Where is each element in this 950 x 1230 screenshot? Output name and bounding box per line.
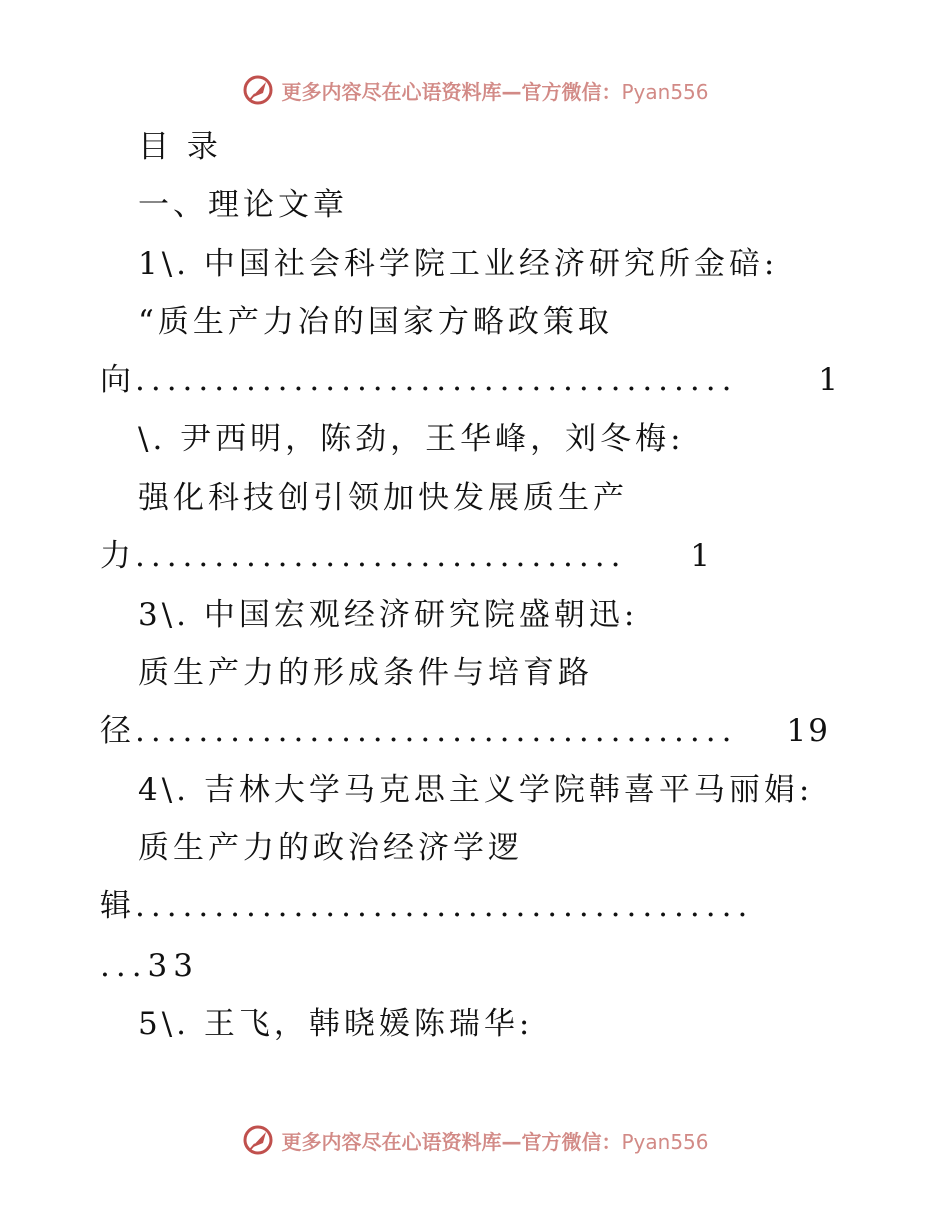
toc-entry-title: “质生产力冶的国家方略政策取 [138, 304, 613, 340]
header-watermark [0, 70, 950, 110]
toc-section-heading: 一、理论文章 [138, 187, 348, 223]
toc-entry-heading: 3\. 中国宏观经济研究院盛朝迅: [138, 597, 639, 633]
toc-title: 目 录 [138, 129, 222, 165]
toc-entry-title-end: 力 [100, 538, 135, 574]
toc-entry-leader-line[interactable] [100, 536, 712, 576]
footer-watermark [0, 1120, 950, 1160]
toc-entry-title-end: 辑 [100, 888, 135, 924]
toc-entry-title-end: 径 [100, 713, 135, 749]
watermark-text: 更多内容尽在心语资料库—官方微信：Pyan556 [281, 1129, 709, 1154]
toc-leader-dots: ...................................... [135, 713, 738, 749]
toc-page-number: 19 [786, 713, 830, 749]
toc-page-number: 1 [690, 538, 712, 574]
quill-logo-icon [241, 1123, 275, 1157]
toc-entry-leader-line[interactable] [100, 360, 840, 400]
toc-entry-leader-line[interactable] [100, 886, 845, 926]
toc-entry-title-end: 向 [100, 362, 135, 398]
toc-page-number: ...33 [100, 948, 200, 984]
watermark-text: 更多内容尽在心语资料库—官方微信：Pyan556 [281, 79, 709, 104]
toc-entry-heading: \. 尹西明，陈劲，王华峰，刘冬梅: [138, 421, 685, 457]
toc-page-number: 1 [818, 362, 840, 398]
toc-entry-heading: 5\. 王飞，韩晓媛陈瑞华: [138, 1006, 534, 1042]
toc-entry-title: 质生产力的政治经济学逻 [138, 830, 523, 866]
toc-entry-leader-line[interactable] [100, 711, 830, 751]
toc-entry-heading: 1\. 中国社会科学院工业经济研究所金碚: [138, 246, 779, 282]
toc-entry-heading: 4\. 吉林大学马克思主义学院韩喜平马丽娟: [138, 772, 814, 808]
toc-leader-dots: ............................... [135, 538, 627, 574]
toc-leader-dots: ....................................... [135, 888, 754, 924]
toc-entry-title: 强化科技创引领加快发展质生产 [138, 480, 628, 516]
toc-entry-title: 质生产力的形成条件与培育路 [138, 655, 593, 691]
toc-leader-dots: ...................................... [135, 362, 738, 398]
quill-logo-icon [241, 73, 275, 107]
